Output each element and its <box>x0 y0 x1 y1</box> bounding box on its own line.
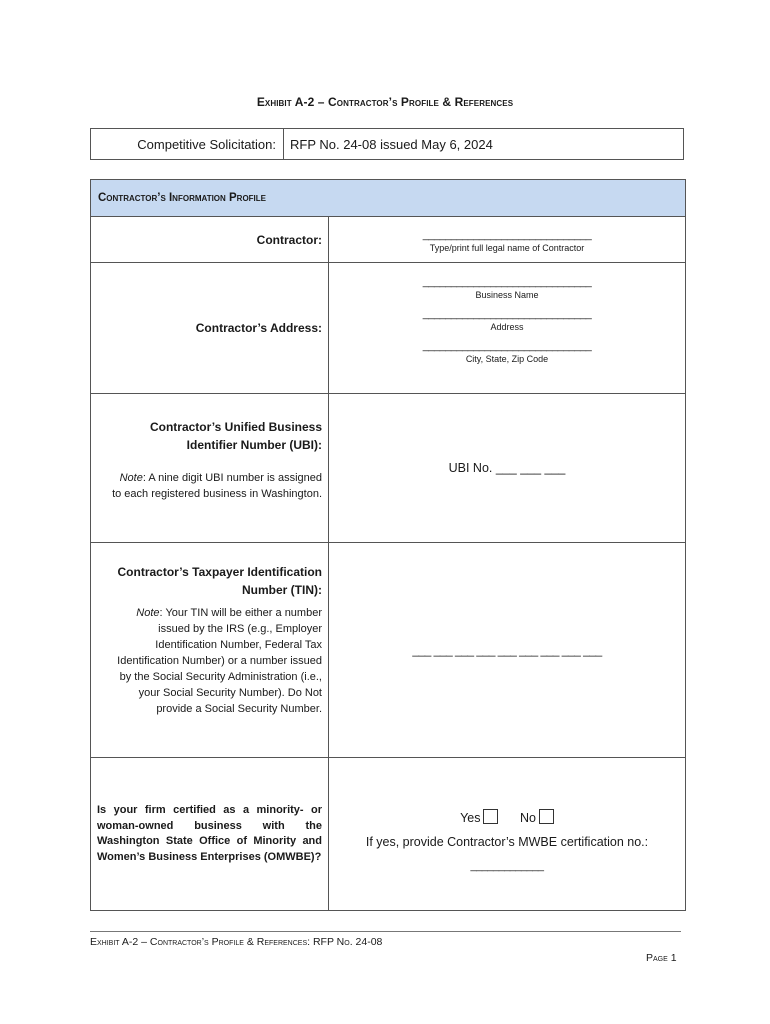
street-address-caption: Address <box>490 322 524 332</box>
mwbe-question-line2: woman-owned business with the <box>97 819 322 832</box>
ubi-note-prefix: Note <box>119 472 143 484</box>
city-state-zip-blank: ______________________________ <box>422 340 592 352</box>
tin-note-line6: your Social Security Number). Do Not <box>138 687 322 699</box>
tin-note-line1 <box>97 605 322 621</box>
mwbe-question-line3: Washington State Office of Minority and <box>97 835 322 847</box>
mwbe-cert-blank[interactable]: _____________ <box>470 860 544 872</box>
tin-note-line2: issued by the IRS (e.g., Employer <box>158 623 322 635</box>
contractor-blank: ______________________________ <box>422 229 592 241</box>
address-row <box>91 263 685 394</box>
no-checkbox[interactable] <box>539 809 554 824</box>
city-state-zip-caption: City, State, Zip Code <box>465 354 549 364</box>
yes-no-group <box>329 809 685 825</box>
tin-row <box>91 543 685 758</box>
address-field[interactable] <box>329 263 685 393</box>
mwbe-question-line1: Is your firm certified as a minority- or <box>97 804 322 816</box>
tin-note-line3: Identification Number, Federal Tax <box>155 639 322 651</box>
footer-divider <box>90 931 681 932</box>
contractor-row <box>91 217 685 263</box>
tin-note-line4: Identification Number) or a number issued <box>117 655 322 667</box>
profile-header: Contractor’s Information Profile <box>91 180 685 217</box>
ubi-label-line2: Identifier Number (UBI): <box>186 438 322 452</box>
ubi-note-line2: to each registered business in Washington. <box>112 488 322 500</box>
mwbe-cert-prompt: If yes, provide Contractor’s MWBE certification no.: <box>365 835 649 849</box>
solicitation-label: Competitive Solicitation: <box>91 129 284 159</box>
ubi-row <box>91 394 685 543</box>
footer-left: Exhibit A-2 – Contractor’s Profile & References: RFP No. 24-08 <box>90 936 383 948</box>
ubi-note-line1 <box>97 470 322 486</box>
tin-label-line2: Number (TIN): <box>242 583 322 597</box>
ubi-value: UBI No. ___ ___ ___ <box>448 461 566 475</box>
tin-note-prefix: Note <box>136 607 160 619</box>
contractor-label: Contractor: <box>256 232 322 247</box>
business-name-caption: Business Name <box>475 290 539 300</box>
tin-field[interactable] <box>329 543 685 757</box>
tin-note-line7: provide a Social Security Number. <box>156 703 322 715</box>
contractor-field[interactable] <box>329 217 685 262</box>
contractor-caption: Type/print full legal name of Contractor <box>429 243 585 253</box>
tin-value: ___ ___ ___ ___ ___ ___ ___ ___ ___ <box>412 643 602 657</box>
address-label: Contractor’s Address: <box>195 321 322 335</box>
yes-label: Yes <box>460 811 481 825</box>
no-label: No <box>519 811 536 825</box>
page-number: Page 1 <box>646 952 677 964</box>
business-name-blank: ______________________________ <box>422 276 592 288</box>
street-address-blank: ______________________________ <box>422 308 592 320</box>
ubi-label-line1: Contractor’s Unified Business <box>149 420 322 434</box>
mwbe-row <box>91 758 685 910</box>
yes-checkbox[interactable] <box>483 809 498 824</box>
tin-note-line5: by the Social Security Administration (i.e., <box>119 671 322 683</box>
ubi-note-text: : A nine digit UBI number is assigned <box>142 472 322 484</box>
solicitation-table <box>90 128 684 160</box>
page-title: Exhibit A-2 – Contractor’s Profile & References <box>256 95 514 109</box>
ubi-field[interactable] <box>329 394 685 542</box>
mwbe-question-line4: Women’s Business Enterprises (OMWBE)? <box>97 850 322 863</box>
solicitation-value: RFP No. 24-08 issued May 6, 2024 <box>290 136 493 152</box>
contractor-profile-table <box>90 179 686 911</box>
tin-label-line1: Contractor’s Taxpayer Identification <box>117 565 322 579</box>
tin-note-text: : Your TIN will be either a number <box>159 607 322 619</box>
